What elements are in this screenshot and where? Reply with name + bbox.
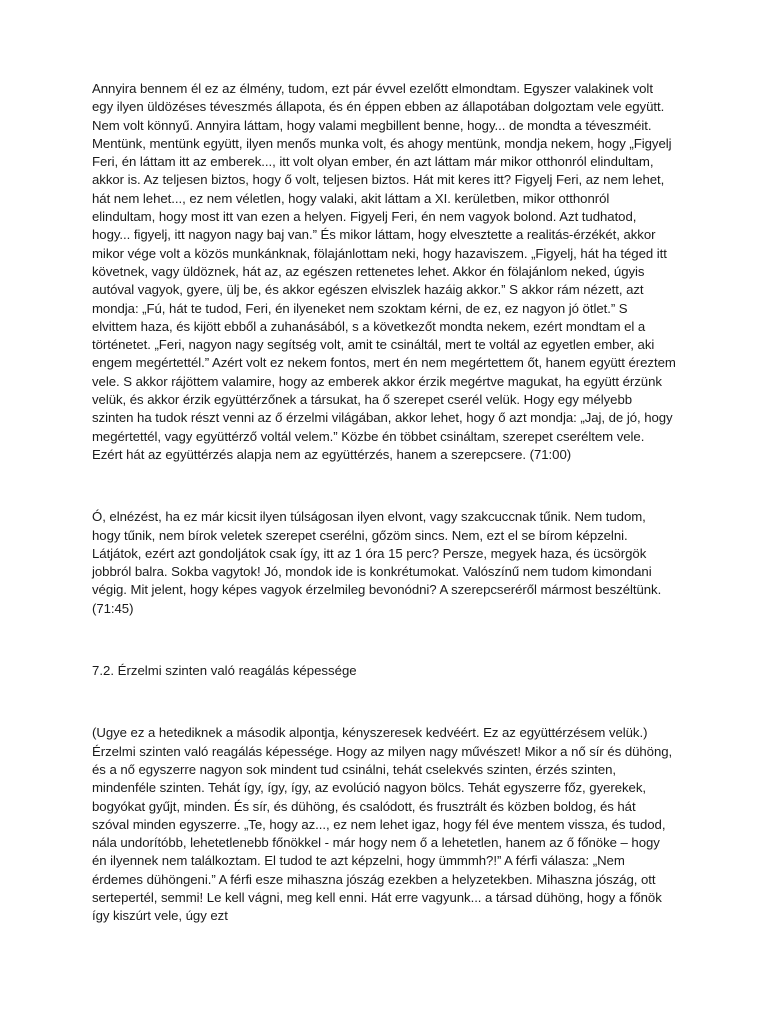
paragraph-roleswap-story: Annyira bennem él ez az élmény, tudom, ezt pár évvel ezelőtt elmondtam. Egyszer valakinek volt egy ilyen üldözéses téveszmés állapota, és én éppen ebben az állapotában dolgoztam vele együtt. Nem volt könnyű. Annyira láttam, hogy valami megbillent benne, hogy... de mondta a téveszméit. Mentünk, mentünk együtt, ilyen menős munka volt, és ahogy mentünk, mondja nekem, hogy „Figyelj Feri, én láttam itt az emberek..., itt volt olyan ember, én azt láttam már mikor otthonról elindultam, akkor is. Az teljesen biztos, hogy ő volt, teljesen biztos. Hát mit keres itt? Figyelj Feri, az nem lehet, hát nem lehet..., ez nem véletlen, hogy valaki, akit láttam a XI. kerületben, mikor otthonról elindultam, hogy most itt van ezen a helyen. Figyelj Feri, én nem vagyok bolond. Azt tudhatod, hogy... figyelj, itt nagyon nagy baj van.” És mikor láttam, hogy elvesztette a realitás-érzékét, akkor mikor vége volt a közös munkánknak, fölajánlottam neki, hogy hazaviszem. „Figyelj, hát ha téged itt követnek, vagy üldöznek, hát az, az egészen rettenetes lehet. Akkor én fölajánlom neked, úgyis autóval vagyok, gyere, ülj be, és akkor egészen elviszlek hazáig akkor.” S akkor rám nézett, azt mondja: „Fú, hát te tudod, Feri, én ilyeneket nem szoktam kérni, de ez, ez nagyon jó ötlet.” S elvittem haza, és kijött ebből a zuhanásából, s a következőt mondta nekem, ezért mondtam el a történetet. „Feri, nagyon nagy segítség volt, amit te csináltál, mert te voltál az egyetlen ember, aki engem megértettél.” Azért volt ez nekem fontos, mert én nem megértettem őt, hanem együtt éreztem vele. S akkor rájöttem valamire, hogy az emberek akkor érzik megértve magukat, ha együtt érzünk velük, és akkor érzik együttérzőnek a társukat, ha ő szerepet cserél velük. Hogy egy mélyebb szinten ha tudok részt venni az ő érzelmi világában, akkor lehet, hogy ő azt mondja: „Jaj, de jó, hogy megértettél, vagy együttérző voltál velem.” Közbe én többet csináltam, szerepet cseréltem vele. Ezért hát az együttérzés alapja nem az együttérzés, hanem a szerepcsere. (71:00) [92,81,676,462]
section-heading: 7.2. Érzelmi szinten való reagálás képessége [92,663,357,679]
paragraph-emotional-response: (Ugye ez a hetediknek a második alpontja, kényszeresek kedvéért. Ez az együttérzésem velük.) Érzelmi szinten való reagálás képessége. Hogy az milyen nagy művészet! Mikor a nő sír és dühöng, és a nő egyszerre nagyon sok mindent tud csinálni, tehát cselekvés szinten, érzés szinten, mindenféle szinten. Tehát így, így, így, az evolúció nagyon bölcs. Tehát egyszerre főz, gyerekek, bogyókat gyűjt, minden. És sír, és dühöng, és csalódott, és frusztrált és közben boldog, és hát szóval minden egyszerre. „Te, hogy az..., ez nem lehet igaz, hogy fél éve mentem vissza, és tudod, nála undorítóbb, lehetetlenebb főnökkel - már hogy nem ő a lehetetlen, hanem az ő főnöke – hogy én ilyennek nem találkoztam. El tudod te azt képzelni, hogy ümmmh?!” A férfi válasza: „Nem érdemes dühöngeni.” A férfi esze mihaszna jószág ezekben a helyzetekben. Mihaszna jószág, ott sertepertél, semmi! Le kell vágni, meg kell enni. Hát erre vagyunk... a társad dühöng, hogy a főnök így kiszúrt vele, úgy ezt [92,725,673,924]
paragraph-apology: Ó, elnézést, ha ez már kicsit ilyen túlságosan ilyen elvont, vagy szakcuccnak tűnik. Nem tudom, hogy tűnik, nem bírok veletek szerepet cserélni, gőzöm sincs. Nem, ezt el se bírom képzelni. Látjátok, ezért azt gondoljátok csak így, itt az 1 óra 15 perc? Persze, megyek haza, és ücsörgök jobbról balra. Sokba vagytok! Jó, mondok ide is konkrétumokat. Valószínű nem tudom kimondani végig. Mit jelent, hogy képes vagyok érzelmileg bevonódni? A szerepcseréről mármost beszéltünk. (71:45) [92,509,662,616]
